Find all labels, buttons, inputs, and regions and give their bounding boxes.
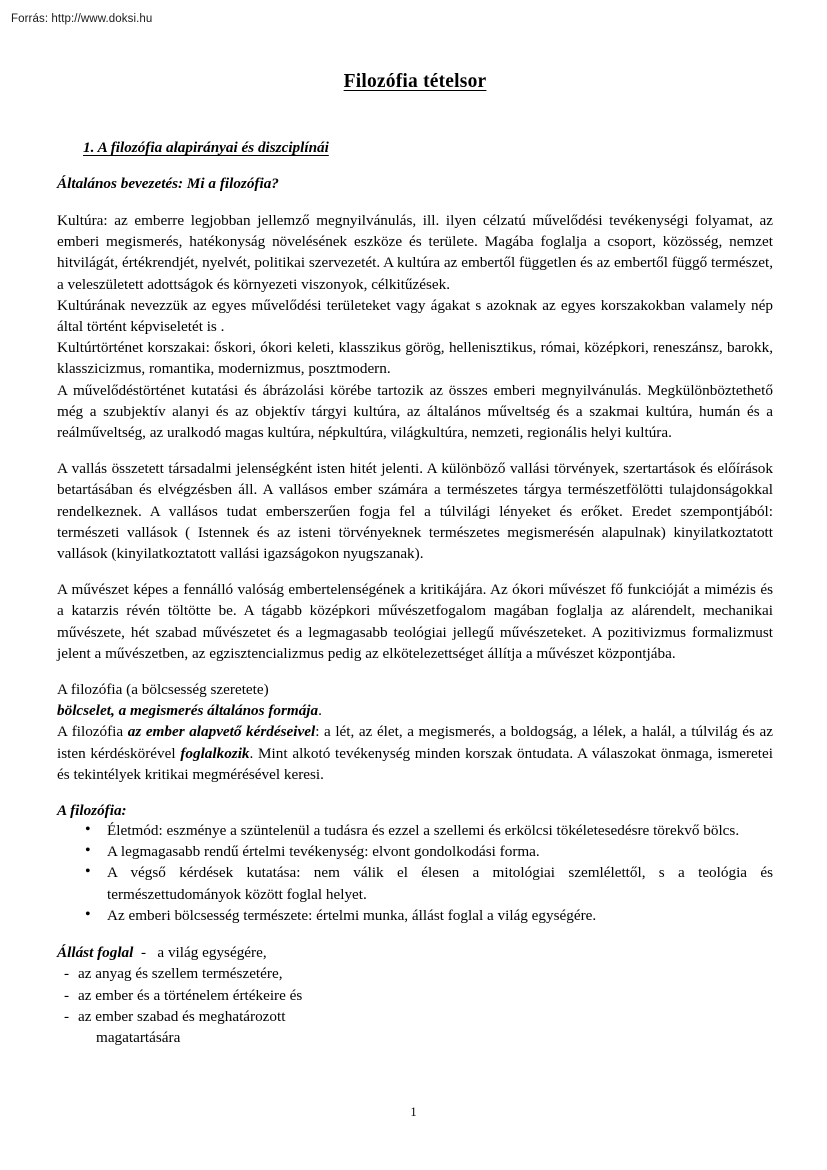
spacer (57, 785, 773, 801)
spacer (57, 94, 773, 138)
bolcselet-tail: . (318, 702, 322, 720)
paragraph-kulturtortenet: Kultúrtörténet korszakai: őskori, ókori keleti, klasszikus görög, hellenisztikus, római, középkori, reneszánsz, barokk, klasszicizmus, romantika, modernizmus, posztmodern. (57, 339, 773, 378)
list-item: - az anyag és szellem természetére, (57, 963, 773, 984)
allast-foglal-first-item: a világ egységére, (157, 944, 267, 962)
paragraph-muveszet: A művészet képes a fennálló valóság embertelenségének a kritikájára. Az ókori művészet fő funkcióját a mimézis és a katarzis révén töltötte be. A tágabb középkori művészetfogalom magában foglalja az alárendelt, mechanikai művészete, hét szabad művészetet és a legmagasabb teológiai jellegű művészeteket. A pozitivizmus formalizmust jelent a művészetben, az egzisztencializmus pedig az elkötelezettséget állítja a művészet központjába. (57, 581, 773, 662)
paragraph-kultura: Kultúra: az emberre legjobban jellemző megnyilvánulás, ill. ilyen célzatú művelődési tevékenységi folyamat, az emberi megismerés, hatékonyság növelésének eszköze és területe. Magába foglalja a csoport, közösség, nemzet hitvilágát, értékrendjét, nyelvét, politikai szervezetét. A kultúra az embertől független és az embertől függő természet, a veleszületett adottságok és környezeti viszonyok, célkitűzések. (57, 212, 773, 293)
spacer (57, 564, 773, 579)
definition-emphasis-2: foglalkozik (180, 744, 250, 762)
filozofia-bullet-list (57, 820, 773, 926)
allast-foglal-continuation: magatartására (96, 1028, 181, 1046)
page-title-text: Filozófia tételsor (343, 71, 487, 92)
definition-emphasis-1: az ember alapvető kérdéseivel (127, 723, 316, 741)
spacer (57, 443, 773, 458)
definition-part-3: . Mint alkotó tevékenység minden korszak öntudata. A válaszokat önmaga, ismeretei és tekintélyek kritikai megmérésével keresi. (57, 744, 773, 783)
bolcselet-emphasis: bölcselet, a megismerés általános formája (57, 702, 319, 720)
paragraph-bolcselet (57, 700, 773, 721)
paragraph-filozofia-intro: A filozófia (a bölcsesség szeretete) (57, 681, 269, 699)
definition-part-2: : a lét, az élet, a megismerés, a boldogság, a lélek, a halál, a túlvilág és az isten kérdéskörével (57, 723, 773, 762)
allast-foglal-label: Állást foglal (57, 944, 134, 962)
section-heading-text: 1. A filozófia alapirányai és diszciplínái (83, 139, 329, 156)
spacer (57, 157, 773, 174)
spacer (57, 193, 773, 210)
list-item: • Az emberi bölcsesség természete: értelmi munka, állást foglal a világ egységére. (57, 905, 773, 926)
spacer (57, 926, 773, 942)
source-url-header: Forrás: http://www.doksi.hu (11, 13, 153, 25)
paragraph-vallas: A vallás összetett társadalmi jelenségként isten hitét jelenti. A különböző vallási törvények, szertartások és előírások betartásában és elvégzésben áll. A vallásos ember számára a természetes tárgya természetfölötti tulajdonságokkal rendelkeznek. A vallásos tudat emberszerűen fogja fel a túlvilági lényeket és erőket. Eredet szempontjából: természeti vallások ( Istennek és az isteni törvényeknek természetes megismerésén alapulnak) kinyilatkoztatott vallások (kinyilatkoztatott vallási igazságokon nyugszanak). (57, 460, 773, 563)
sub-heading: Általános bevezetés: Mi a filozófia? (57, 175, 279, 192)
paragraph-kulturanak: Kultúrának nevezzük az egyes művelődési területeket vagy ágakat s azoknak az egyes korszakokban valamely nép által történt képviseletét is . (57, 296, 773, 336)
list-item: - az ember és a történelem értékeire és (57, 985, 773, 1006)
document-body (57, 55, 773, 1048)
list-item: • A legmagasabb rendű értelmi tevékenység: elvont gondolkodási forma. (57, 841, 773, 862)
paragraph-muvelodestortenet: A művelődéstörténet kutatási és ábrázolási körébe tartozik az összes emberi megnyilvánulás. Megkülönböztethető még a szubjektív alanyi és az objektív tárgyi kultúra, az általános műveltség és a szakmai kultúra, humán és a reálműveltség, az uralkodó magas kultúra, népkultúra, világkultúra, nemzeti, regionális helyi kultúra. (57, 381, 773, 442)
page-title (57, 55, 773, 94)
allast-foglal-separator: - (133, 944, 158, 962)
list-item: - az ember szabad és meghatározott (57, 1006, 773, 1027)
list-heading: A filozófia: (57, 802, 127, 820)
allast-foglal-heading (57, 942, 773, 963)
list-item: • A végső kérdések kutatása: nem válik el élesen a mitológiai szemlélettől, s a teológia és természettudományok között foglal helyet. (57, 862, 773, 904)
allast-foglal-list (57, 963, 773, 1027)
list-item: • Életmód: eszménye a szüntelenül a tudásra és ezzel a szellemi és erkölcsi tökéletesedésre törekvő bölcs. (57, 820, 773, 841)
paragraph-filozofia-definition (57, 721, 773, 785)
page-number: 1 (410, 1105, 417, 1119)
section-heading (57, 138, 773, 157)
spacer (57, 664, 773, 679)
definition-part-1: A filozófia (57, 723, 128, 741)
